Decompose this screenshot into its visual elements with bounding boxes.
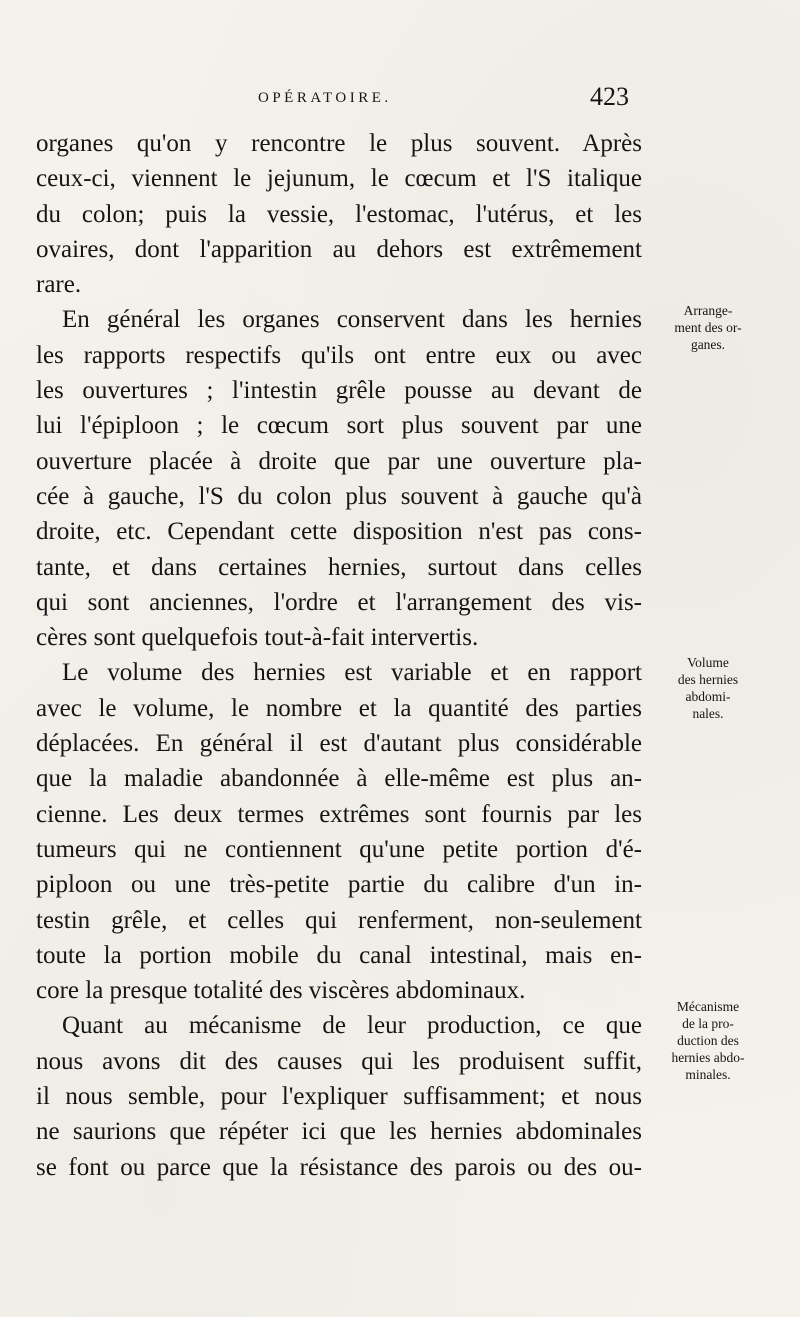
marginal-note-volume xyxy=(644,654,772,722)
text-line: tumeurs qui ne contiennent qu'une petite portion d'é- xyxy=(36,835,642,863)
text-line: ouverture placée à droite que par une ouverture pla- xyxy=(36,447,642,475)
text-line: que la maladie abandonnée à elle-même est plus an- xyxy=(36,765,642,793)
text-line: ne saurions que répéter ici que les hernies abdominales xyxy=(36,1118,642,1146)
text-line: organes qu'on y rencontre le plus souvent. Après xyxy=(36,130,642,157)
paragraph xyxy=(36,1008,642,1184)
text-line: qui sont anciennes, l'ordre et l'arrangement des vis- xyxy=(36,588,642,616)
text-line: droite, etc. Cependant cette disposition n'est pas cons- xyxy=(36,518,642,546)
text-line: il nous semble, pour l'expliquer suffisamment; et nous xyxy=(36,1083,642,1111)
note-line: de la pro- xyxy=(682,1016,734,1031)
note-line: Arrange- xyxy=(683,303,733,318)
marginal-note-arrangement xyxy=(644,302,772,353)
body-text xyxy=(36,126,642,1185)
text-line: En général les organes conservent dans les hernies xyxy=(62,306,642,334)
text-line: cée à gauche, l'S du colon plus souvent à gauche qu'à xyxy=(36,482,642,510)
marginal-note-mechanism xyxy=(644,998,772,1083)
note-line: minales. xyxy=(685,1067,731,1082)
text-line: les rapports respectifs qu'ils ont entre eux ou avec xyxy=(36,341,642,369)
text-line: piploon ou une très-petite partie du calibre d'un in- xyxy=(36,871,642,899)
text-line: cienne. Les deux termes extrêmes sont fournis par les xyxy=(36,800,642,828)
text-line: core la presque totalité des viscères abdominaux. xyxy=(36,977,526,1005)
text-line: avec le volume, le nombre et la quantité des parties xyxy=(36,694,642,722)
note-line: duction des xyxy=(677,1033,739,1048)
text-line: toute la portion mobile du canal intestinal, mais en- xyxy=(36,941,642,969)
text-line: lui l'épiploon ; le cœcum sort plus souvent par une xyxy=(36,412,642,440)
text-line: déplacées. En général il est d'autant plus considérable xyxy=(36,730,642,758)
text-line: rare. xyxy=(36,271,82,299)
text-line: nous avons dit des causes qui les produisent suffit, xyxy=(36,1047,642,1075)
text-line: ceux-ci, viennent le jejunum, le cœcum et l'S italique xyxy=(36,165,642,193)
text-line: se font ou parce que la résistance des parois ou des ou- xyxy=(36,1153,642,1181)
note-line: des hernies xyxy=(677,672,739,687)
note-line: hernies abdo- xyxy=(671,1050,745,1065)
text-line: tante, et dans certaines hernies, surtout dans celles xyxy=(36,553,642,581)
text-line: Le volume des hernies est variable et en rapport xyxy=(62,659,642,687)
text-line: du colon; puis la vessie, l'estomac, l'utérus, et les xyxy=(36,200,642,228)
text-line: ovaires, dont l'apparition au dehors est extrêmement xyxy=(36,235,642,263)
running-title: OPÉRATOIRE. xyxy=(258,90,392,106)
text-line: cères sont quelquefois tout-à-fait intervertis. xyxy=(36,624,479,652)
paragraph xyxy=(36,126,642,302)
note-line: Mécanisme xyxy=(676,999,740,1014)
page-number: 423 xyxy=(590,82,629,111)
paragraph xyxy=(36,655,642,1008)
note-line: ganes. xyxy=(690,337,726,352)
note-line: Volume xyxy=(687,655,729,670)
note-line: nales. xyxy=(692,706,724,721)
text-line: les ouvertures ; l'intestin grêle pousse au devant de xyxy=(36,377,642,405)
text-line: testin grêle, et celles qui renferment, non-seulement xyxy=(36,906,642,934)
note-line: abdomi- xyxy=(685,689,731,704)
paragraph xyxy=(36,302,642,655)
text-line: Quant au mécanisme de leur production, ce que xyxy=(62,1012,642,1040)
note-line: ment des or- xyxy=(674,320,742,335)
